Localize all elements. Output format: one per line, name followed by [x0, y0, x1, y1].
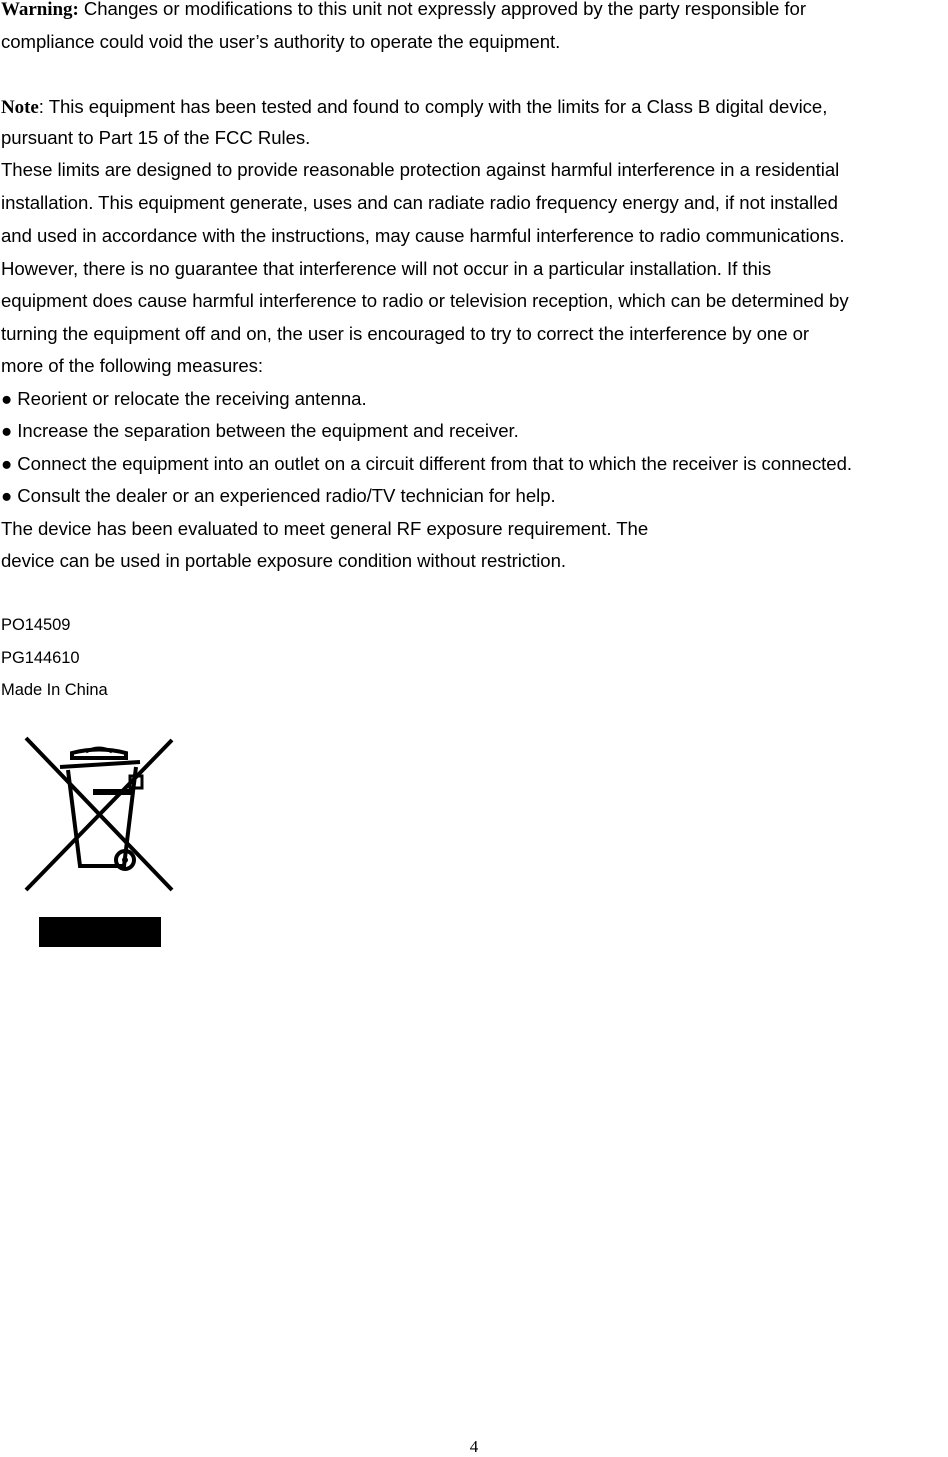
warning-line-1: [1, 0, 806, 21]
product-code: PG144610: [1, 649, 80, 667]
body-line: installation. This equipment generate, uses and can radiate radio frequency energy and, if not installed: [1, 192, 838, 213]
measure-list-item: ● Increase the separation between the equipment and receiver.: [1, 420, 519, 441]
measure-list-item: ● Reorient or relocate the receiving antenna.: [1, 388, 367, 409]
body-line: more of the following measures:: [1, 355, 263, 376]
body-line: turning the equipment off and on, the user is encouraged to try to correct the interference by one or: [1, 323, 810, 344]
page-number: 4: [469, 1437, 479, 1456]
product-code: PO14509: [1, 616, 71, 634]
body-line: However, there is no guarantee that interference will not occur in a particular installation. If this: [1, 258, 772, 279]
measure-list-item: ● Consult the dealer or an experienced radio/TV technician for help.: [1, 485, 556, 506]
body-line: and used in accordance with the instructions, may cause harmful interference to radio communications.: [1, 225, 845, 246]
warning-label: Warning:: [1, 0, 79, 20]
warning-line-2: compliance could void the user’s authority to operate the equipment.: [1, 31, 561, 52]
crossed-out-wheelie-bin-icon: [22, 734, 182, 954]
rf-exposure-line: The device has been evaluated to meet general RF exposure requirement. The: [1, 518, 649, 539]
body-line: equipment does cause harmful interference to radio or television reception, which can be determined by: [1, 290, 849, 311]
note-text-1: : This equipment has been tested and found to comply with the limits for a Class B digital device,: [38, 96, 828, 117]
body-line: These limits are designed to provide reasonable protection against harmful interference in a residential: [1, 159, 840, 180]
warning-text-1: Changes or modifications to this unit not expressly approved by the party responsible for: [78, 0, 806, 19]
made-in-label: Made In China: [1, 681, 108, 699]
rf-exposure-line: device can be used in portable exposure condition without restriction.: [1, 550, 566, 571]
note-line-1: [1, 96, 827, 119]
note-label: Note: [1, 97, 39, 118]
measure-list-item: ● Connect the equipment into an outlet on a circuit different from that to which the receiver is connected.: [1, 453, 852, 474]
note-line-2: pursuant to Part 15 of the FCC Rules.: [1, 127, 311, 148]
